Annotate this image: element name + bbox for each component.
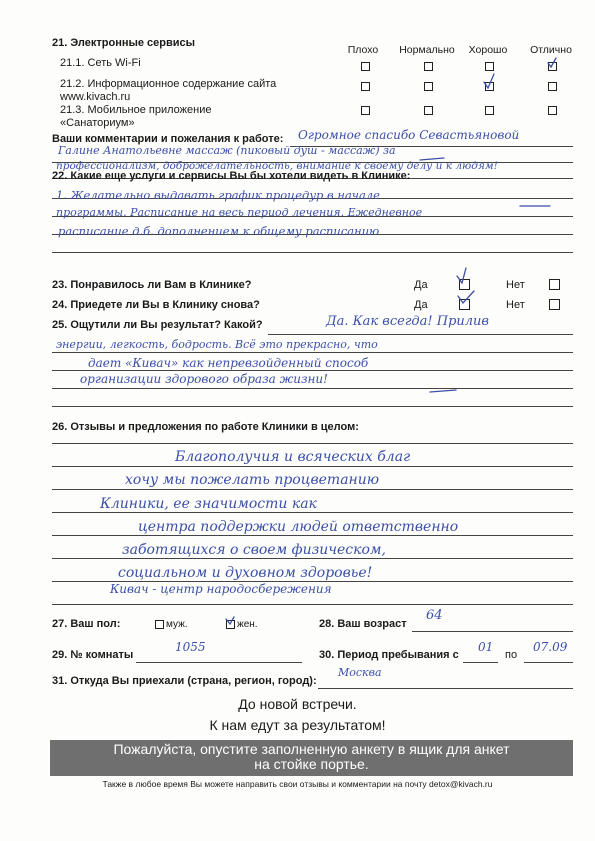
period-to-label: по [505, 649, 518, 661]
s26-handwriting-1: Благополучия и всяческих благ [175, 449, 411, 465]
origin-value: Москва [338, 666, 382, 679]
period-to-value: 07.09 [533, 640, 568, 654]
row-wifi-label: 21.1. Сеть Wi-Fi [60, 57, 141, 69]
s24-yes-checkmark [458, 291, 474, 303]
banner-line-2: на стойке портье. [254, 756, 369, 772]
s25-handwriting-3: дает «Кивач» как непревзойденный способ [88, 356, 369, 370]
header-excellent: Отлично [530, 44, 572, 56]
header-normal: Нормально [399, 44, 455, 56]
s24-yes-label: Да [414, 299, 428, 311]
slogan-text: К нам едут за результатом! [209, 717, 386, 733]
s23-yes-label: Да [414, 279, 428, 291]
row-app-label: 21.3. Мобильное приложение [60, 104, 212, 116]
s26-handwriting-4: центра поддержки людей ответственно [138, 519, 459, 535]
gender-female-checkmark [226, 617, 234, 624]
period-from-value: 01 [478, 640, 494, 654]
comments-label: Ваши комментарии и пожелания к работе: [52, 133, 284, 145]
section-27-label: 27. Ваш пол: [52, 618, 121, 630]
section-24-question: 24. Приедете ли Вы в Клинику снова? [52, 299, 260, 311]
s26-handwriting-7: Кивач - центр народосбережения [110, 582, 332, 596]
contact-note: Также в любое время Вы можете направить свои отзывы и комментарии на почту detox@kivach.ru [102, 779, 493, 789]
s23-no-label: Нет [506, 279, 525, 291]
s25-handwriting-2: энергии, легкость, бодрость. Всё это прекрасно, что [56, 338, 378, 351]
s23-yes-checkmark [457, 268, 466, 283]
section-26-title: 26. Отзывы и предложения по работе Клиники в целом: [52, 421, 359, 433]
section-23-question: 23. Понравилось ли Вам в Клинике? [52, 279, 252, 291]
section-28-label: 28. Ваш возраст [319, 618, 407, 630]
gender-male-label: муж. [166, 619, 188, 630]
section-30-label: 30. Период пребывания с [319, 649, 459, 661]
s22-handwriting-1: 1. Желательно выдавать график процедур в начале [56, 188, 380, 202]
s26-handwriting-5: заботящихся о своем физическом, [122, 542, 386, 558]
section-25-question: 25. Ощутили ли Вы результат? Какой? [52, 319, 263, 331]
comments-crossout [420, 158, 444, 160]
gender-female-label: жен. [237, 619, 258, 630]
goodbye-text: До новой встречи. [238, 696, 357, 712]
section-22-title: 22. Какие еще услуги и сервисы Вы бы хотели видеть в Клинике: [52, 170, 411, 182]
section-31-label: 31. Откуда Вы приехали (страна, регион, город): [52, 675, 317, 687]
banner-line-1: Пожалуйста, опустите заполненную анкету в ящик для анкет [113, 741, 510, 757]
site-good-checkmark [484, 74, 494, 88]
s22-handwriting-3: расписание д.б. дополнением к общему расписанию [58, 224, 380, 238]
section-29-label: 29. № комнаты [52, 649, 134, 661]
s24-no-label: Нет [506, 299, 525, 311]
s22-handwriting-2: программы. Расписание на весь период лечения. Ежедневное [56, 206, 423, 219]
age-value: 64 [426, 608, 443, 623]
comments-handwriting-1: Огромное спасибо Севастьяновой [298, 128, 520, 142]
s25-handwriting-1: Да. Как всегда! Прилив [326, 314, 489, 329]
s25-crossout [430, 390, 456, 392]
section-21-title: 21. Электронные сервисы [52, 37, 196, 49]
room-value: 1055 [175, 640, 206, 654]
header-good: Хорошо [468, 44, 508, 56]
comments-handwriting-3: профессионализм, доброжелательность, внимание к своему делу и к людям! [56, 160, 498, 172]
s25-handwriting-4: организации здорового образа жизни! [80, 372, 328, 386]
row-site-label: 21.2. Информационное содержание сайта [60, 78, 277, 90]
s26-handwriting-3: Клиники, ее значимости как [100, 496, 317, 512]
row-app-name: «Санаториум» [60, 117, 135, 129]
comments-handwriting-2: Галине Анатольевне массаж (пиковый душ - массаж) за [58, 144, 396, 157]
s26-handwriting-6: социальном и духовном здоровье! [118, 565, 373, 581]
row-site-url: www.kivach.ru [60, 91, 131, 103]
wifi-excellent-checkmark [548, 58, 556, 67]
s26-handwriting-2: хочу мы пожелать процветанию [125, 472, 380, 488]
header-bad: Плохо [347, 44, 379, 56]
